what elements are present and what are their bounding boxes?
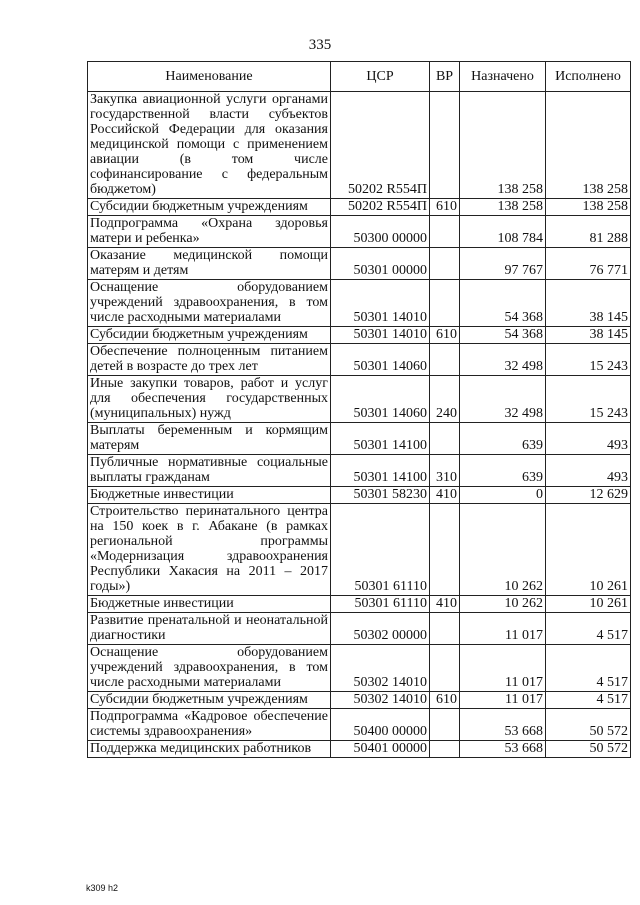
table-row [88,487,631,504]
cell-executed: 12 629 [546,487,631,504]
table-row [88,455,631,487]
cell-name: Развитие пренатальной и неонатальной диагностики [88,613,331,645]
cell-name: Оказание медицинской помощи матерям и детям [88,248,331,280]
table-row [88,280,631,327]
cell-csr: 50301 00000 [331,248,430,280]
cell-name: Строительство перинатального центра на 150 коек в г. Абакане (в рамках региональной программы «Модернизация здравоохранения Республики Хакасия на 2011 – 2017 годы») [88,504,331,596]
cell-vr [430,344,460,376]
cell-assigned: 53 668 [460,741,546,758]
cell-vr: 410 [430,596,460,613]
cell-csr: 50302 00000 [331,613,430,645]
cell-executed: 493 [546,455,631,487]
cell-executed: 15 243 [546,344,631,376]
cell-name: Обеспечение полноценным питанием детей в возрасте до трех лет [88,344,331,376]
cell-vr [430,645,460,692]
cell-assigned: 0 [460,487,546,504]
cell-csr: 50301 61110 [331,596,430,613]
cell-vr: 610 [430,327,460,344]
header-assigned: Назначено [460,62,546,92]
cell-vr [430,248,460,280]
cell-csr: 50301 14010 [331,280,430,327]
cell-assigned: 639 [460,455,546,487]
cell-vr [430,504,460,596]
table-row [88,248,631,280]
cell-name: Бюджетные инвестиции [88,487,331,504]
table-row [88,645,631,692]
cell-executed: 138 258 [546,199,631,216]
cell-executed: 15 243 [546,376,631,423]
cell-vr: 410 [430,487,460,504]
cell-executed: 10 261 [546,504,631,596]
cell-assigned: 639 [460,423,546,455]
table-row [88,423,631,455]
cell-vr [430,709,460,741]
table-row [88,327,631,344]
cell-vr [430,741,460,758]
table-row [88,376,631,423]
cell-csr: 50202 R554П [331,92,430,199]
cell-name: Оснащение оборудованием учреждений здравоохранения, в том числе расходными материалами [88,280,331,327]
table-row [88,741,631,758]
table-row [88,216,631,248]
cell-name: Бюджетные инвестиции [88,596,331,613]
cell-assigned: 11 017 [460,692,546,709]
cell-csr: 50301 14100 [331,423,430,455]
cell-vr: 240 [430,376,460,423]
cell-name: Субсидии бюджетным учреждениям [88,692,331,709]
cell-executed: 493 [546,423,631,455]
cell-csr: 50301 14060 [331,344,430,376]
cell-csr: 50302 14010 [331,692,430,709]
cell-assigned: 10 262 [460,596,546,613]
cell-assigned: 108 784 [460,216,546,248]
header-csr: ЦСР [331,62,430,92]
cell-name: Поддержка медицинских работников [88,741,331,758]
cell-assigned: 54 368 [460,327,546,344]
cell-executed: 50 572 [546,741,631,758]
cell-executed: 4 517 [546,613,631,645]
cell-assigned: 97 767 [460,248,546,280]
cell-vr: 310 [430,455,460,487]
table-row [88,504,631,596]
cell-executed: 50 572 [546,709,631,741]
cell-assigned: 11 017 [460,645,546,692]
cell-name: Публичные нормативные социальные выплаты гражданам [88,455,331,487]
cell-executed: 38 145 [546,327,631,344]
cell-csr: 50302 14010 [331,645,430,692]
cell-executed: 10 261 [546,596,631,613]
cell-executed: 76 771 [546,248,631,280]
cell-assigned: 138 258 [460,92,546,199]
cell-vr: 610 [430,692,460,709]
header-vr: ВР [430,62,460,92]
cell-name: Подпрограмма «Кадровое обеспечение системы здравоохранения» [88,709,331,741]
cell-csr: 50301 58230 [331,487,430,504]
cell-assigned: 32 498 [460,376,546,423]
cell-csr: 50400 00000 [331,709,430,741]
table-row [88,199,631,216]
cell-executed: 138 258 [546,92,631,199]
cell-name: Закупка авиационной услуги органами государственной власти субъектов Российской Федерации для оказания медицинской помощи с применением авиации (в том числе софинансирование с федеральным бюджетом) [88,92,331,199]
budget-table [87,61,631,758]
cell-csr: 50202 R554П [331,199,430,216]
cell-csr: 50301 14100 [331,455,430,487]
header-executed: Исполнено [546,62,631,92]
table-header-row [88,62,631,92]
cell-csr: 50301 61110 [331,504,430,596]
table-row [88,596,631,613]
cell-csr: 50301 14010 [331,327,430,344]
cell-assigned: 32 498 [460,344,546,376]
page-number: 335 [308,37,332,53]
cell-name: Иные закупки товаров, работ и услуг для обеспечения государственных (муниципальных) нужд [88,376,331,423]
cell-name: Выплаты беременным и кормящим матерям [88,423,331,455]
table-row [88,692,631,709]
cell-vr [430,216,460,248]
table-row [88,92,631,199]
cell-csr: 50301 14060 [331,376,430,423]
cell-executed: 4 517 [546,645,631,692]
cell-vr [430,613,460,645]
cell-executed: 38 145 [546,280,631,327]
cell-vr [430,423,460,455]
cell-assigned: 53 668 [460,709,546,741]
cell-vr [430,280,460,327]
table-body [88,92,631,758]
table-row [88,344,631,376]
cell-executed: 4 517 [546,692,631,709]
cell-csr: 50401 00000 [331,741,430,758]
footer-code: k309 h2 [86,883,119,893]
cell-assigned: 54 368 [460,280,546,327]
cell-assigned: 138 258 [460,199,546,216]
cell-csr: 50300 00000 [331,216,430,248]
cell-name: Оснащение оборудованием учреждений здравоохранения, в том числе расходными материалами [88,645,331,692]
cell-executed: 81 288 [546,216,631,248]
table-row [88,613,631,645]
cell-name: Субсидии бюджетным учреждениям [88,327,331,344]
cell-name: Субсидии бюджетным учреждениям [88,199,331,216]
cell-assigned: 10 262 [460,504,546,596]
cell-name: Подпрограмма «Охрана здоровья матери и ребенка» [88,216,331,248]
cell-vr: 610 [430,199,460,216]
cell-assigned: 11 017 [460,613,546,645]
table-row [88,709,631,741]
cell-vr [430,92,460,199]
header-name: Наименование [88,62,331,92]
